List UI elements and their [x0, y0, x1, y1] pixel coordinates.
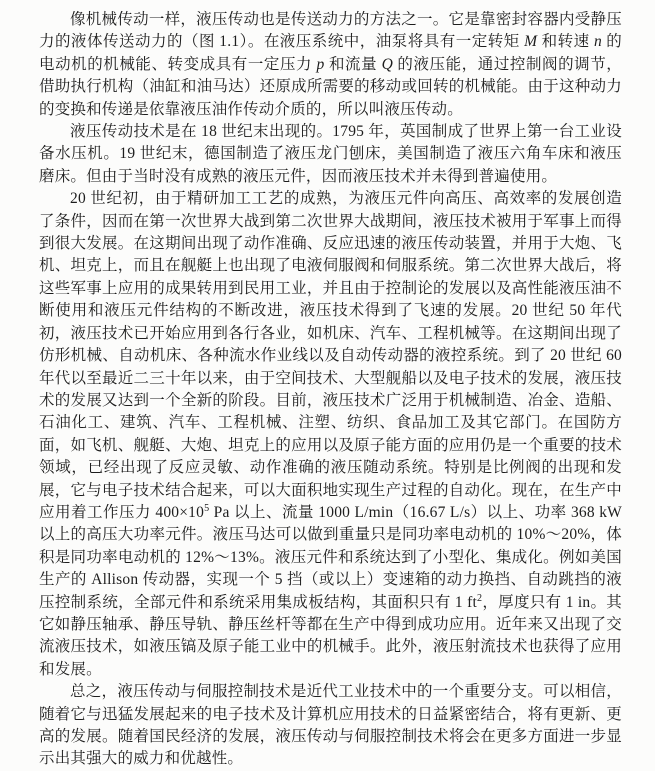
- text-run: 总之，液压传动与伺服控制技术是近代工业技术中的一个重要分支。可以相信，随着它与迅猛发展起来的电子技术及计算机应用技术的日益紧密结合，将有更新、更高的发展。随着国民经济的发展，液压传动与伺服控制技术将会在更多方面进一步显示出其强大的威力和优越性。: [39, 683, 622, 768]
- text-run: 5: [204, 502, 210, 514]
- paragraph: [39, 121, 622, 188]
- text-run: 20 世纪初，由于精研加工工艺的成熟，为液压元件向高压、高效率的发展创造了条件，因而在第一次世界大战到第二次世界大战期间，液压技术被用于军事上而得到很大发展。在这期间出现了动作准确、反应迅速的液压传动装置，并用于大炮、飞机、坦克上，而且在舰艇上也出现了电液伺服阀和伺服系统。第二次世界大战后，将这些军事上应用的成果转用到民用工业，并且由于控制论的发展以及高性能液压油不断使用和液压元件结构的不断改进，液压技术得到了飞速的发展。20 世纪 50 年代初，液压技术已开始应用到各行各业，如机床、汽车、工程机械等。在这期间出现了仿形机械、自动机床、各种流水作业线以及自动传动器的液控系统。到了 20 世纪 60 年代以至最近二三十年以来，由于空间技术、大型舰船以及电子技术的发展，液压技术的发展又达到一个全新的阶段。目前，液压技术广泛用于机械制造、冶金、造船、石油化工、建筑、汽车、工程机械、注塑、纺织、食品加工及其它部门。在国防方面，如飞机、舰艇、大炮、坦克上的应用以及原子能方面的应用仍是一个重要的技术领域，已经出现了反应灵敏、动作准确的液压随动系统。特别是比例阀的出现和发展，它与电子技术结合起来，可以大面积地实现生产过程的自动化。现在，在生产中应用着工作压力 400×10: [39, 190, 622, 521]
- paragraph: [39, 681, 622, 771]
- text-run: 和流量: [324, 55, 382, 73]
- text-run: p: [316, 55, 325, 73]
- text-run: 液压传动技术是在 18 世纪末出现的。1795 年，英国制成了世界上第一台工业设备水压机。19 世纪末，德国制造了液压龙门刨床，美国制造了液压六角车床和液压磨床。但由于当时没有成熟的液压元件，因而液压技术并未得到普遍使用。: [39, 123, 622, 185]
- text-run: 和转速: [537, 33, 594, 51]
- text-run: n: [593, 33, 602, 51]
- text-run: ，厚度只有 1 in。其它如静压轴承、静压导轨、静压丝杆等都在生产中得到成功应用。近年来又出现了交流液压技术，如液压镐及原子能工业中的机械手。此外，液压射流技术也获得了应用和发展。: [39, 593, 622, 678]
- paragraph: [39, 9, 622, 121]
- text-run: M: [524, 33, 538, 51]
- text-run: 的液压能，通过控制阀的调节，借助执行机构（油缸和油马达）还原成所需要的移动或回转的机械能。由于这种动力的变换和传递是依靠液压油作传动介质的，所以叫液压传动。: [39, 55, 622, 118]
- text-run: 的电动机的机械能、转变成具有一定压力: [39, 33, 622, 73]
- text-run: Pa 以上、流量 1000 L/min（16.67 L/s）以上、功率 368 kW 以上的高压大功率元件。液压马达可以做到重量只是同功率电动机的 10%～20%，体积是同功率电动机的 12%～13%。液压元件和系统达到了小型化、集成化。例如美国生产的 Allison 传动器，实现一个 5 挡（或以上）变速箱的动力换挡、自动跳挡的液压控制系统，全部元件和系统采用集成板结构，其面积只有 1 ft: [39, 503, 622, 611]
- paragraph: [39, 188, 622, 681]
- text-run: 像机械传动一样，液压传动也是传送动力的方法之一。它是靠密封容器内受静压力的液体传送动力的（图 1.1）。在液压系统中，油泵将具有一定转矩: [39, 11, 622, 51]
- document-text: [39, 9, 622, 771]
- text-run: Q: [381, 55, 393, 73]
- text-run: 2: [476, 592, 483, 604]
